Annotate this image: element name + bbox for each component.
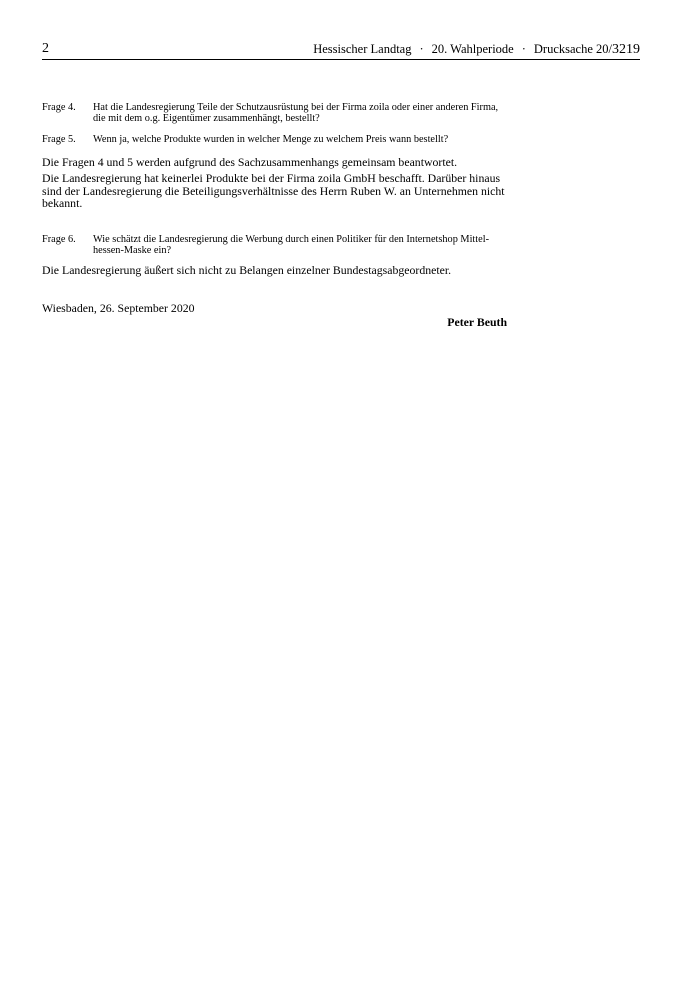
question-6 bbox=[42, 234, 512, 256]
question-label: Frage 6. bbox=[42, 234, 76, 245]
answer-6: Die Landesregierung äußert sich nicht zu Belangen einzelner Bundestagsabgeordneter. bbox=[42, 263, 452, 277]
question-5 bbox=[42, 134, 512, 145]
question-text: Hat die Landesregierung Teile der Schutzausrüstung bei der Firma zoila oder einer anderen Firma, die mit dem o.g. Eigentümer zusammenhängt, bestellt? bbox=[93, 102, 499, 124]
page-number: 2 bbox=[42, 41, 49, 56]
question-text: Wie schätzt die Landesregierung die Werbung durch einen Politiker für den Internetshop Mittelhessen-Maske ein? bbox=[93, 234, 490, 256]
print-number: 3219 bbox=[612, 42, 640, 57]
publisher-name: Hessischer Landtag bbox=[313, 42, 412, 56]
page-header bbox=[42, 41, 640, 60]
question-text: Wenn ja, welche Produkte wurden in welcher Menge zu welchem Preis wann bestellt? bbox=[93, 134, 449, 145]
answer-combined-note: Die Fragen 4 und 5 werden aufgrund des Sachzusammenhangs gemeinsam beantwortet. bbox=[42, 155, 458, 169]
question-label: Frage 5. bbox=[42, 134, 76, 145]
question-4 bbox=[42, 102, 512, 124]
print-label: Drucksache 20/ bbox=[533, 42, 612, 56]
header-separator: · bbox=[521, 42, 526, 56]
header-separator: · bbox=[419, 42, 424, 56]
legislative-period: 20. Wahlperiode bbox=[431, 42, 514, 56]
header-info bbox=[313, 42, 640, 58]
answer-4-5: Die Landesregierung hat keinerlei Produkte bei der Firma zoila GmbH beschafft. Darüber hinaus sind der Landesregierung die Beteiligungsverhältnisse des Herrn Ruben W. an Unternehmen nicht bekannt. bbox=[42, 171, 505, 210]
signatory-name: Peter Beuth bbox=[447, 315, 507, 329]
question-label: Frage 4. bbox=[42, 102, 76, 113]
place-date: Wiesbaden, 26. September 2020 bbox=[42, 301, 195, 315]
